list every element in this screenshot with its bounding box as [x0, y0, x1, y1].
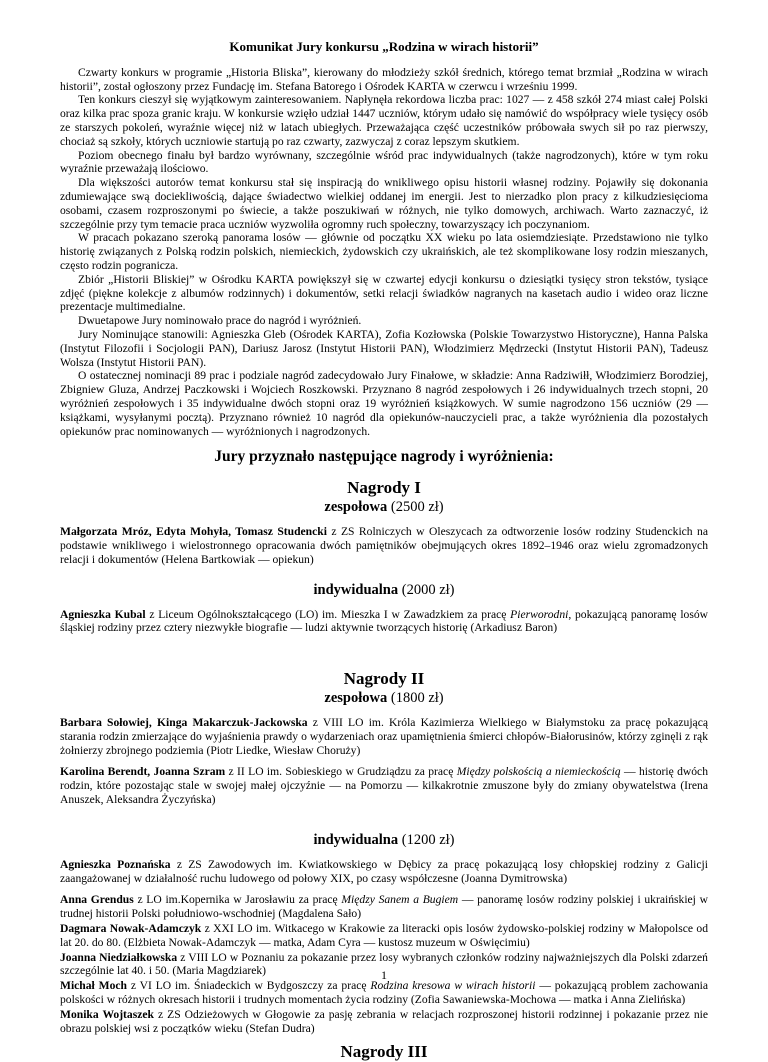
entry-text: z ZS Rolniczych w Oleszycach za odtworzenie losów rodziny Studenckich na podstawie wnikliwego i wielostronnego opracowania dwóch pamiętników obejmujących okres 1892–1946 oraz wielu zgromadzonych relacji i dokumentów (Helena Bartkowiak — opiekun) [60, 525, 708, 566]
award-type-label: indywidualna [313, 581, 399, 598]
award-type-label: indywidualna [313, 831, 399, 848]
award-type-team [60, 689, 708, 707]
intro-section [60, 66, 708, 439]
intro-paragraph: Jury Nominujące stanowili: Agnieszka Gleb (Ośrodek KARTA), Zofia Kozłowska (Polskie Towarzystwo Historyczne), Hanna Palska (Instytut Filozofii i Socjologii PAN), Dariusz Jarosz (Instytut Historii PAN), Włodzimierz Mędrzecki (Instytut Historii PAN), Tadeusz Wolsza (Instytut Historii PAN). [60, 327, 708, 369]
entry-names: Anna Grendus [60, 893, 134, 907]
entry-text: z VIII LO w Poznaniu za pokazanie przez losy wybranych członków rodziny najważniejszych dla Polski zdarzeń szczególnie lat 40. i 50. (Maria Magdziarek) [60, 950, 708, 978]
entry-text: z ZS Odzieżowych w Głogowie za pasję zebrania w relacjach rozproszonej historii rodzinnej i pokazanie przez nie obrazu polskiej wsi z początków wieku (Stefan Dudra) [60, 1007, 708, 1035]
intro-paragraph: Zbiór „Historii Bliskiej” w Ośrodku KARTA powiększył się w czwartej edycji konkursu o dziesiątki tysięcy stron tekstów, tysiące zdjęć (piękne kolekcje z albumów rodzinnych) i dokumentów, setki relacji świadków nagranych na kasetach audio i wideo oraz liczne prezentacje multimedialne. [60, 272, 708, 314]
intro-paragraph: W pracach pokazano szeroką panorama losów — głównie od początku XX wieku po lata osiemdziesiąte. Przedstawiono nie tylko historię związanych z Polską rodzin polskich, niemieckich, żydowskich czy ukraińskich, ale też skomplikowane losy rodzin mieszanych, często rodzin pogranicza. [60, 231, 708, 272]
award-type-label: zespołowa [324, 690, 388, 707]
jury-heading: Jury przyznało następujące nagrody i wyróżnienia: [214, 448, 554, 466]
entry-work-title: Między Sanem a Bugiem [341, 893, 459, 907]
award-entry [60, 922, 708, 950]
entry-names: Agnieszka Poznańska [60, 857, 171, 871]
award-type-individual [60, 831, 708, 849]
intro-paragraph: O ostatecznej nominacji 89 prac i podziale nagród zadecydowało Jury Finałowe, w składzie: Anna Radziwiłł, Włodzimierz Borodziej, Zbigniew Gluza, Andrzej Paczkowski i Wojciech Roszkowski. Przyznano 8 nagród zespołowych i 26 indywidualnych trzech stopni, 20 wyróżnień zespołowych i 35 indywidualne dwóch stopni oraz 19 wyróżnień książkowych. W sumie nagrodzono 156 uczniów (29 — książkami, wysyłanymi pocztą). Przyznano również 10 nagród dla opiekunów-nauczycieli prac, a także wyróżnienia dla pozostałych opiekunów prac nominowanych — wyróżnionych i nagrodzonych. [60, 369, 708, 438]
award-entry [60, 525, 708, 566]
intro-paragraph: Ten konkurs cieszył się wyjątkowym zainteresowaniem. Napłynęła rekordowa liczba prac: 1027 — z 458 szkół 274 miast całej Polski oraz kilka prac spoza granic kraju. W konkursie wzięło udział 1447 uczniów, którym udało się namówić do współpracy wiele tysięcy osób ze starszych pokoleń, wyraźnie więcej niż w latach ubiegłych. Przeważająca część uczestników próbowała swych sił po raz pierwszy, chociaż są szkoły, których uczniowie startują po raz czwarty, zazwyczaj z coraz lepszym skutkiem. [60, 93, 708, 148]
entry-names: Małgorzata Mróz, Edyta Mohyła, Tomasz Studencki [60, 525, 327, 539]
award-entry [60, 765, 708, 806]
entry-text: z ZS Zawodowych im. Kwiatkowskiego w Dębicy za pracę pokazującą losy chłopskiej rodziny z Galicji zaangażowanej w działalność ruchu ludowego od połowy XIX, po czasy współczesne (Joanna Dymitrowska) [60, 857, 708, 885]
entry-names: Barbara Sołowiej, Kinga Makarczuk-Jackowska [60, 716, 308, 730]
entry-names: Michał Moch [60, 979, 127, 993]
entry-names: Karolina Berendt, Joanna Szram [60, 765, 226, 779]
entry-text: z LO im.Kopernika w Jarosławiu za pracę [133, 893, 342, 907]
award-amount: (2000 zł) [398, 581, 455, 598]
award-entry [60, 1008, 708, 1036]
award-type-individual [60, 581, 708, 599]
entry-text: z VIII LO im. Króla Kazimierza Wielkiego w Białymstoku za pracę pokazującą starania rodzin zmierzające do wyjaśnienia prawdy o wydarzeniach oraz upamiętnienia śmierci chłopów-Białorusinów, którzy zginęli z rąk żołnierzy zbrojnego podziemia (Piotr Liedke, Wiesław Choruży) [60, 716, 708, 757]
intro-paragraph: Dla większości autorów temat konkursu stał się inspiracją do wnikliwego opisu historii własnej rodziny. Pojawiły się dokonania zdumiewające swą dociekliwością, dające świadectwo wielkiej oddanej im energii. Jest to nierzadko plon pracy z kilkudziesięcioma osobami, czasem rozproszonymi po świecie, a także poszukiwań w różnych, nie tylko domowych, archiwach. Warto zaznaczyć, iż szczególnie przy tym temacie praca uczniów wyzwoliła ogromny ruch społeczny, towarzyszący ich poczynaniom. [60, 176, 708, 231]
entry-names: Dagmara Nowak-Adamczyk [60, 922, 202, 936]
entry-names: Monika Wojtaszek [60, 1007, 154, 1021]
award-type-label: zespołowa [324, 499, 388, 516]
entry-text: z XXI LO im. Witkacego w Krakowie za literacki opis losów żydowsko-polskiej rodziny w Małopolsce od lat 20. do 80. (Elżbieta Nowak-Adamczyk — matka, Adam Cyra — kustosz muzeum w Oświęcimiu) [60, 922, 708, 949]
entry-work-title: Rodzina kresowa w wirach historii [370, 979, 536, 993]
entry-text: z Liceum Ogólnokształcącego (LO) im. Mieszka I w Zawadzkiem za pracę [145, 607, 511, 621]
document-title: Komunikat Jury konkursu „Rodzina w wirach historii” [229, 39, 539, 54]
intro-paragraph: Czwarty konkurs w programie „Historia Bliska”, kierowany do młodzieży szkół średnich, którego temat brzmiał „Rodzina w wirach historii”, został ogłoszony przez Fundację im. Stefana Batorego i Ośrodek KARTA w czerwcu i wrześniu 1999. [60, 65, 708, 93]
entry-text: — historię dwóch rodzin, które pozostając stale w swojej małej ojczyźnie — na Pomorzu — kilkakrotnie zmuszone były do zmiany obywatelstwa (Irena Anuszek, Aleksandra Życzyńska) [60, 765, 708, 807]
award-amount: (2500 zł) [387, 499, 444, 516]
award-entry [60, 893, 708, 921]
award-entry [60, 979, 708, 1007]
award-entry [60, 858, 708, 886]
page-number: 1 [381, 968, 387, 982]
entry-work-title: Między polskością a niemieckością [456, 765, 621, 779]
entry-work-title: Pierworodni [510, 607, 569, 621]
award-amount: (1800 zł) [387, 690, 444, 707]
entry-names: Joanna Niedziałkowska [60, 950, 178, 964]
award-level-2-title: Nagrody II [343, 669, 425, 689]
intro-paragraph: Poziom obecnego finału był bardzo wyrównany, szczególnie wśród prac indywidualnych (także nagrodzonych), które w tym roku wyraźnie przeważają ilościowo. [60, 148, 708, 176]
entry-text: — pokazującą problem zachowania polskości w różnych okresach historii i trudnych momentach życia rodziny (Zofia Sawaniewska-Mochowa — matka i Anna Zielińska) [60, 979, 708, 1007]
entry-text: z VI LO im. Śniadeckich w Bydgoszczy za pracę [126, 979, 371, 993]
intro-paragraph: Dwuetapowe Jury nominowało prace do nagród i wyróżnień. [78, 314, 362, 328]
entry-text: , pokazującą panoramę losów śląskiej rodziny przez cztery niezwykłe biografie — ludzi aktywnie tworzących historię (Arkadiusz Baron) [60, 607, 709, 635]
entry-text: — panoramę losów rodziny polskiej i ukraińskiej w trudnej historii Polski południowo-wschodniej (Magdalena Sało) [60, 893, 708, 921]
award-entry [60, 716, 708, 757]
award-amount: (1200 zł) [398, 831, 455, 848]
award-entry [60, 608, 708, 636]
entry-names: Agnieszka Kubal [60, 607, 146, 621]
entry-text: z II LO im. Sobieskiego w Grudziądzu za pracę [225, 765, 457, 779]
award-type-team [60, 498, 708, 516]
award-level-1-title: Nagrody I [347, 478, 421, 498]
award-level-3-title: Nagrody III [340, 1042, 428, 1062]
